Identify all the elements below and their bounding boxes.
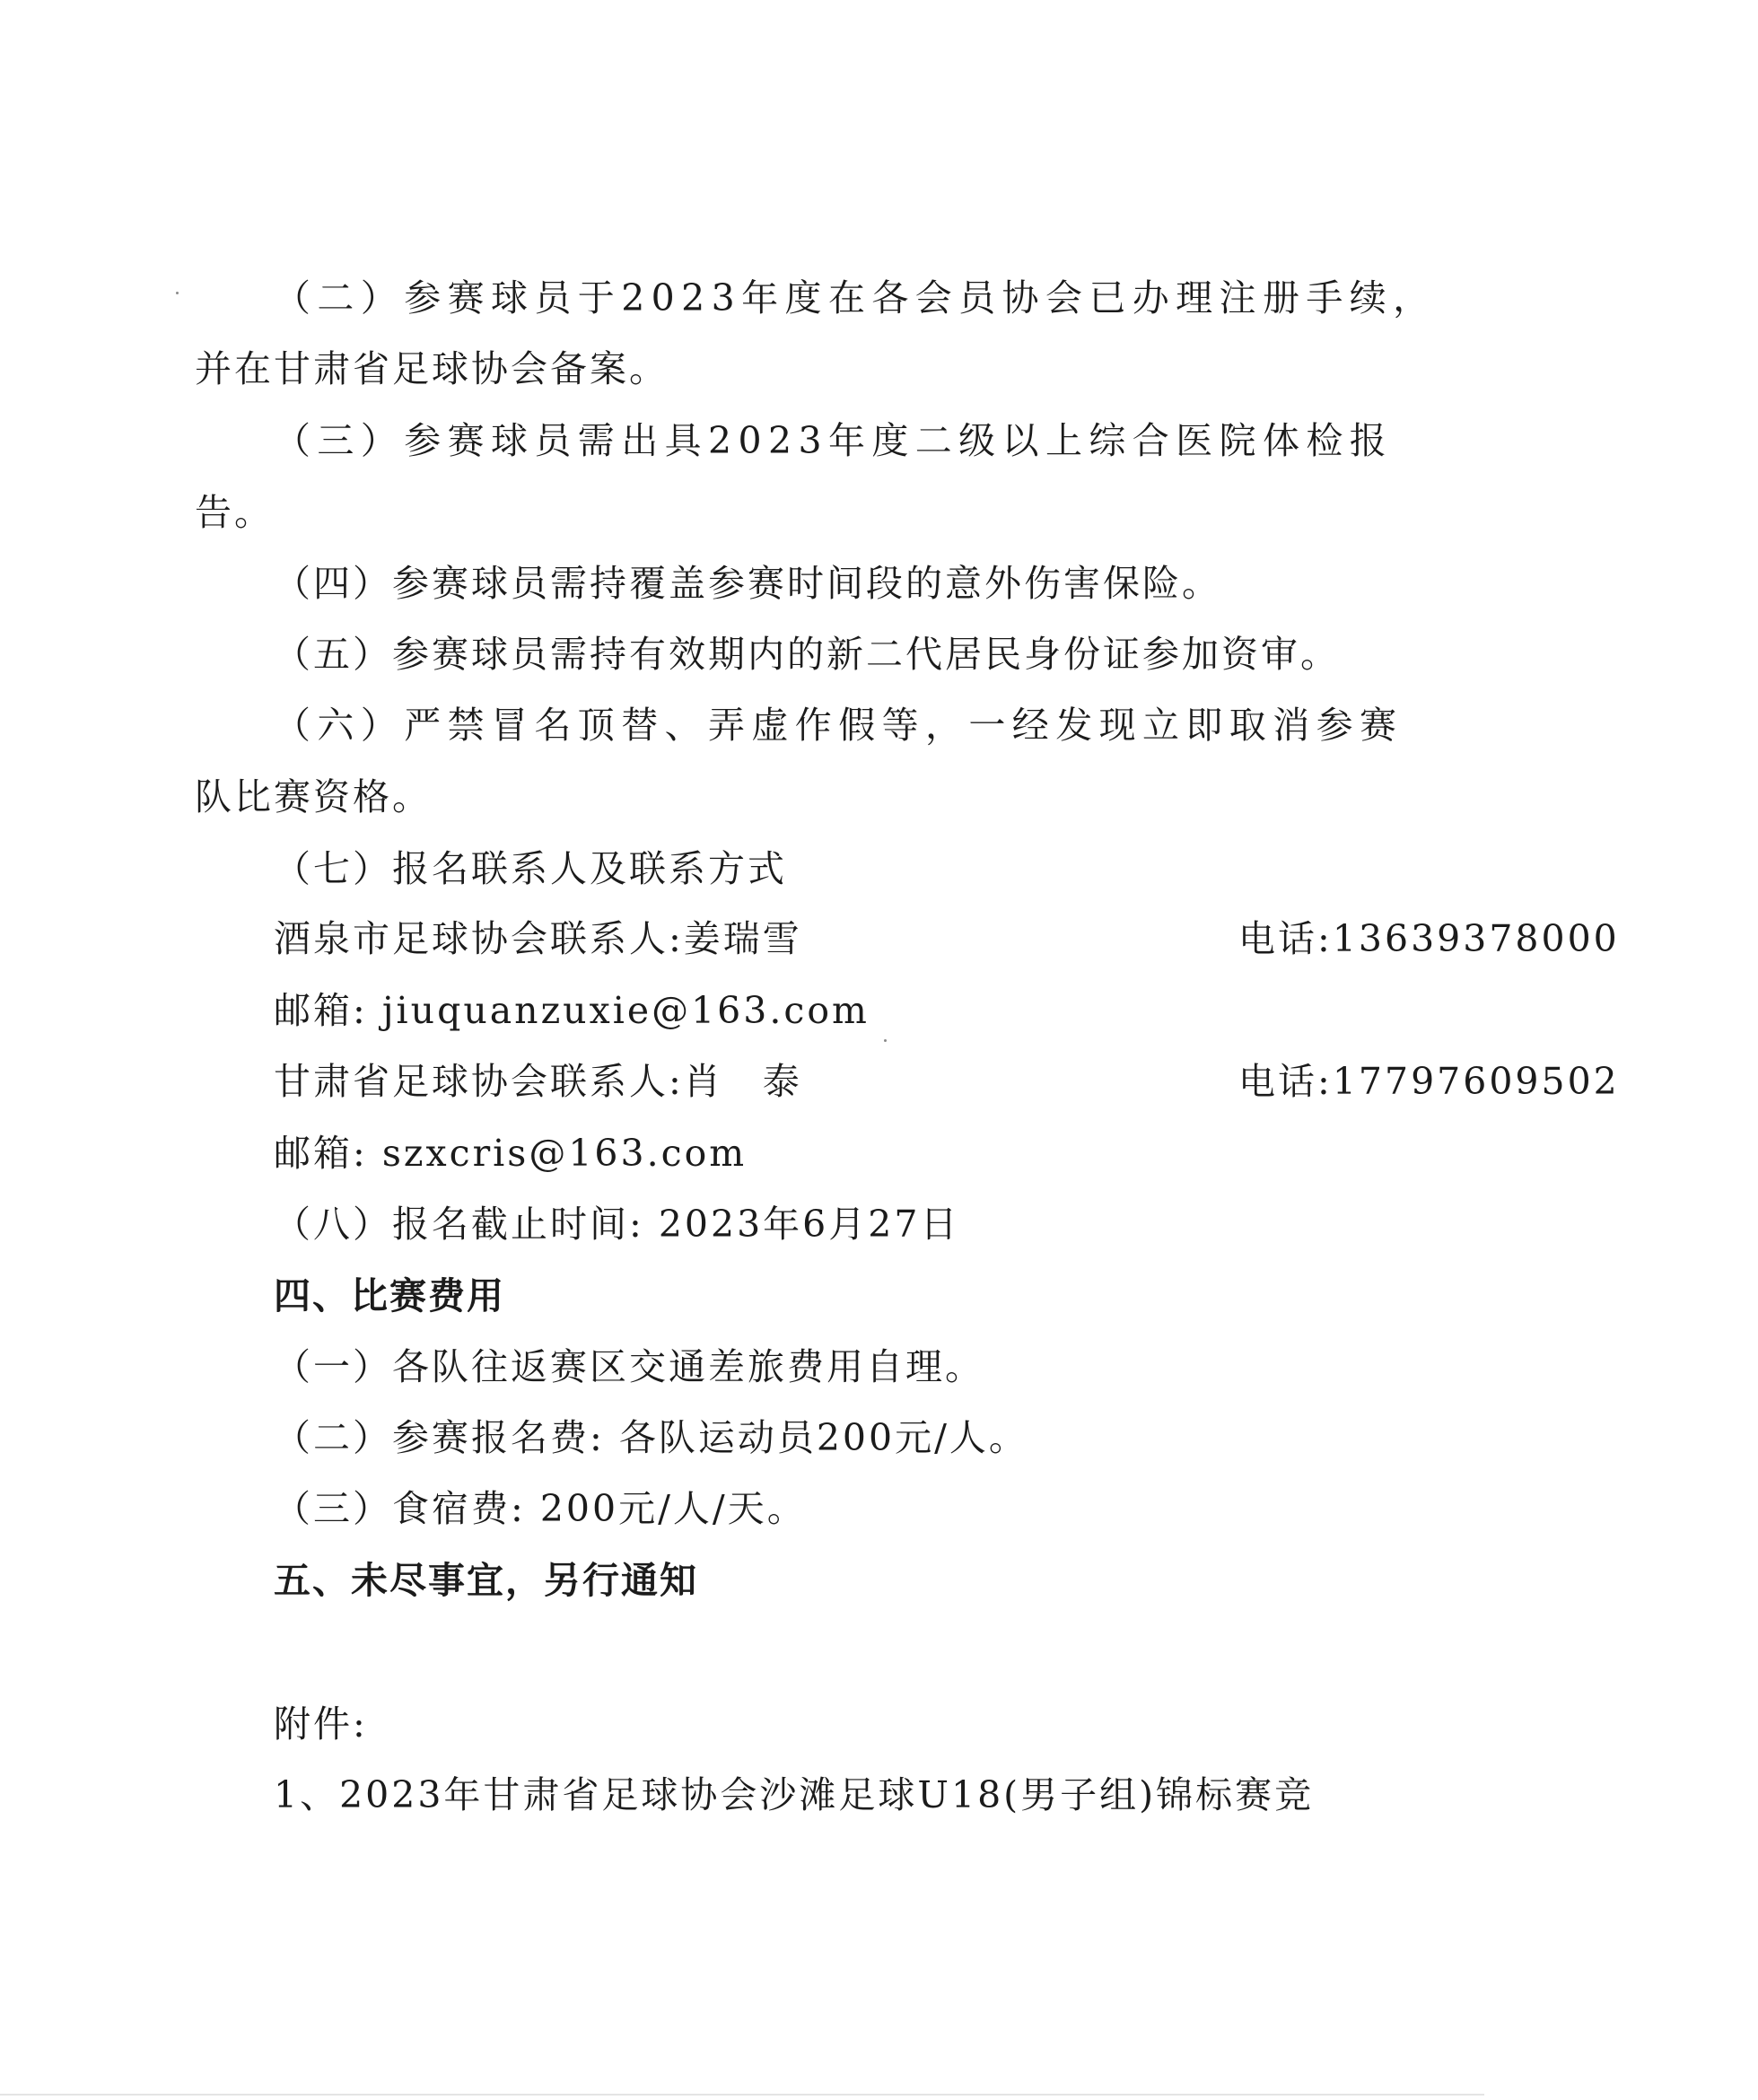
contact-email-gansu: 邮箱: szxcris@163.com: [274, 1132, 748, 1175]
section-4-heading: 四、比赛费用: [274, 1274, 505, 1317]
paragraph-2-line-2: 并在甘肃省足球协会备案。: [195, 347, 669, 390]
contact-row-jiuquan: [274, 914, 1758, 964]
attachment-label: 附件:: [274, 1702, 368, 1746]
paragraph-2-line-1: （二）参赛球员于2023年度在各会员协会已办理注册手续，: [274, 276, 1437, 319]
scan-speck: [884, 1039, 887, 1042]
paragraph-6-line-1: （六）严禁冒名顶替、弄虚作假等，一经发现立即取消参赛: [274, 704, 1404, 747]
contact-phone-gansu: 电话:17797609502: [1238, 1060, 1620, 1103]
contact-row-gansu: [274, 1056, 1758, 1107]
paragraph-8-deadline: （八）报名截止时间: 2023年6月27日: [274, 1203, 960, 1246]
paragraph-6-line-2: 队比赛资格。: [195, 775, 432, 818]
paragraph-5: （五）参赛球员需持有效期内的新二代居民身份证参加资审。: [274, 633, 1340, 676]
section-5-heading: 五、未尽事宜，另行通知: [274, 1559, 698, 1602]
contact-email-jiuquan: 邮箱: jiuquanzuxie@163.com: [274, 989, 870, 1032]
contact-phone-jiuquan: 电话:13639378000: [1238, 917, 1620, 960]
paragraph-7: （七）报名联系人及联系方式: [274, 847, 787, 890]
scan-speck: [176, 292, 179, 294]
section-4-item-2: （二）参赛报名费: 各队运动员200元/人。: [274, 1416, 1028, 1459]
paragraph-3-line-1: （三）参赛球员需出具2023年度二级以上综合医院体检报: [274, 419, 1394, 462]
contact-name-gansu: 甘肃省足球协会联系人:肖 泰: [274, 1060, 802, 1103]
paragraph-3-line-2: 告。: [195, 491, 274, 534]
section-4-item-1: （一）各队往返赛区交通差旅费用自理。: [274, 1345, 984, 1388]
section-4-item-3: （三）食宿费: 200元/人/天。: [274, 1487, 807, 1530]
contact-name-jiuquan: 酒泉市足球协会联系人:姜瑞雪: [274, 917, 802, 960]
scan-bottom-edge: [0, 2094, 1484, 2096]
attachment-item-1: 1、2023年甘肃省足球协会沙滩足球U18(男子组)锦标赛竞: [274, 1773, 1315, 1816]
paragraph-4: （四）参赛球员需持覆盖参赛时间段的意外伤害保险。: [274, 562, 1221, 605]
